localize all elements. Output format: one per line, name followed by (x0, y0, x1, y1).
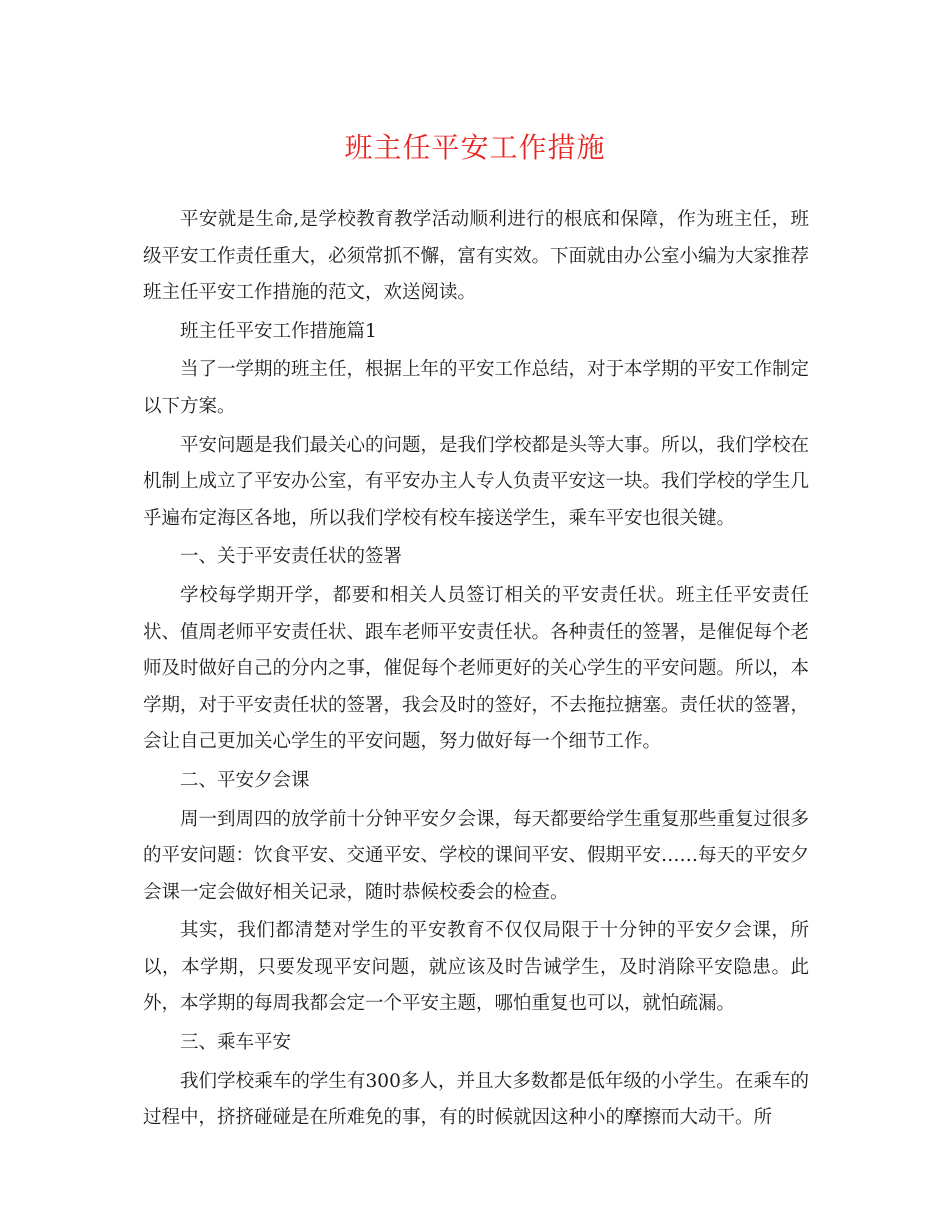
paragraph-bus-safety: 我们学校乘车的学生有300多人，并且大多数都是低年级的小学生。在乘车的过程中，挤挤碰碰是在所难免的事，有的时候就因这种小的摩擦而大动干。所 (143, 1070, 809, 1129)
paragraph-evening-class: 周一到周四的放学前十分钟平安夕会课，每天都要给学生重复那些重复过很多的平安问题：饮食平安、交通平安、学校的课间平安、假期平安……每天的平安夕会课一定会做好相关记录，随时恭候校委会的检查。 (143, 808, 810, 903)
heading-bus-safety: 三、乘车平安 (180, 1032, 292, 1054)
heading-evening-class: 二、平安夕会课 (180, 769, 310, 791)
intro-paragraph: 平安就是生命,是学校教育教学活动顺利进行的根底和保障，作为班主任，班级平安工作责任重大，必须常抓不懈，富有实效。下面就由办公室小编为大家推荐班主任平安工作措施的范文，欢送阅读。 (143, 209, 810, 304)
paragraph-plan: 当了一学期的班主任，根据上年的平安工作总结，对于本学期的平安工作制定以下方案。 (143, 359, 810, 417)
heading-responsibility: 一、关于平安责任状的签署 (180, 546, 403, 568)
document-title: 班主任平安工作措施 (344, 131, 606, 164)
document-body (143, 202, 809, 1139)
paragraph-safety-theme: 其实，我们都清楚对学生的平安教育不仅仅局限于十分钟的平安夕会课，所以，本学期，只要发现平安问题，就应该及时告诫学生，及时消除平安隐患。此外，本学期的每周我都会定一个平安主题，哪怕重复也可以，就怕疏漏。 (143, 920, 809, 1015)
paragraph-safety-office: 平安问题是我们最关心的问题，是我们学校都是头等大事。所以，我们学校在机制上成立了平安办公室，有平安办主人专人负责平安这一块。我们学校的学生几乎遍布定海区各地，所以我们学校有校车接送学生，乘车平安也很关键。 (143, 434, 810, 529)
paragraph-responsibility: 学校每学期开学，都要和相关人员签订相关的平安责任状。班主任平安责任状、值周老师平安责任状、跟车老师平安责任状。各种责任的签署，是催促每个老师及时做好自己的分内之事，催促每个老师更好的关心学生的平安问题。所以，本学期，对于平安责任状的签署，我会及时的签好，不去拖拉搪塞。责任状的签署，会让自己更加关心学生的平安问题，努力做好每一个细节工作。 (143, 584, 810, 753)
section-title: 班主任平安工作措施篇1 (180, 320, 377, 342)
